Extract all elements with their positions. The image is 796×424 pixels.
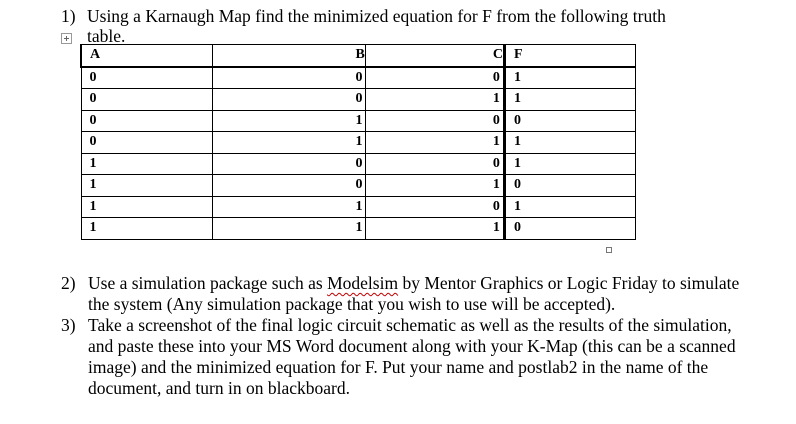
cell-b: 0 [212,67,365,89]
question-1-text-line2: table. [87,26,126,46]
cell-a: 1 [81,175,212,197]
header-a: A [81,45,212,67]
cell-f: 1 [504,196,635,218]
cell-a: 1 [81,196,212,218]
cell-a: 0 [81,132,212,154]
question-list [61,273,741,399]
table-resize-handle[interactable] [606,247,612,253]
table-row [81,175,635,197]
table-row [81,89,635,111]
cell-a: 1 [81,218,212,240]
cell-c: 0 [365,110,504,132]
cell-a: 0 [81,67,212,89]
cell-b: 0 [212,89,365,111]
cell-b: 1 [212,132,365,154]
cell-f: 1 [504,153,635,175]
question-3-number: 3) [61,315,76,335]
cell-c: 1 [365,89,504,111]
table-row [81,67,635,89]
cell-a: 0 [81,89,212,111]
cell-b: 0 [212,175,365,197]
truth-table-header-row [81,45,635,67]
table-move-handle-icon[interactable] [61,33,72,44]
question-3 [61,315,741,399]
cell-a: 1 [81,153,212,175]
table-row [81,196,635,218]
table-row [81,153,635,175]
cell-b: 0 [212,153,365,175]
cell-b: 1 [212,196,365,218]
cell-a: 0 [81,110,212,132]
question-2 [61,273,741,315]
cell-b: 1 [212,218,365,240]
question-2-spellcheck-word: Modelsim [327,273,399,293]
cell-f: 0 [504,175,635,197]
cell-b: 1 [212,110,365,132]
header-b: B [212,45,365,67]
table-row [81,132,635,154]
cell-f: 1 [504,132,635,154]
cell-f: 1 [504,89,635,111]
cell-c: 0 [365,196,504,218]
cell-c: 0 [365,153,504,175]
question-3-text: Take a screenshot of the final logic circuit schematic as well as the results of the simulation, and paste these into your MS Word document along with your K-Map (this can be a scanned image) and the minimized equation for F. Put your name and postlab2 in the name of the document, and turn in on blackboard. [88,315,736,398]
question-1-text-line1: Using a Karnaugh Map find the minimized equation for F from the following truth [87,6,666,26]
cell-c: 1 [365,218,504,240]
header-f: F [504,45,635,67]
question-1-number: 1) [61,6,76,26]
cell-c: 1 [365,175,504,197]
question-2-number: 2) [61,273,76,293]
table-row [81,110,635,132]
question-2-before: Use a simulation package such as [88,273,328,293]
header-c: C [365,45,504,67]
cell-f: 0 [504,218,635,240]
table-row [81,218,635,240]
question-2-after: by Mentor Graphics or Logic Friday to simulate the system (Any simulation package that you wish to use will be accepted). [88,273,740,314]
cell-c: 0 [365,67,504,89]
cell-f: 1 [504,67,635,89]
cell-c: 1 [365,132,504,154]
truth-table [80,44,636,240]
cell-f: 0 [504,110,635,132]
